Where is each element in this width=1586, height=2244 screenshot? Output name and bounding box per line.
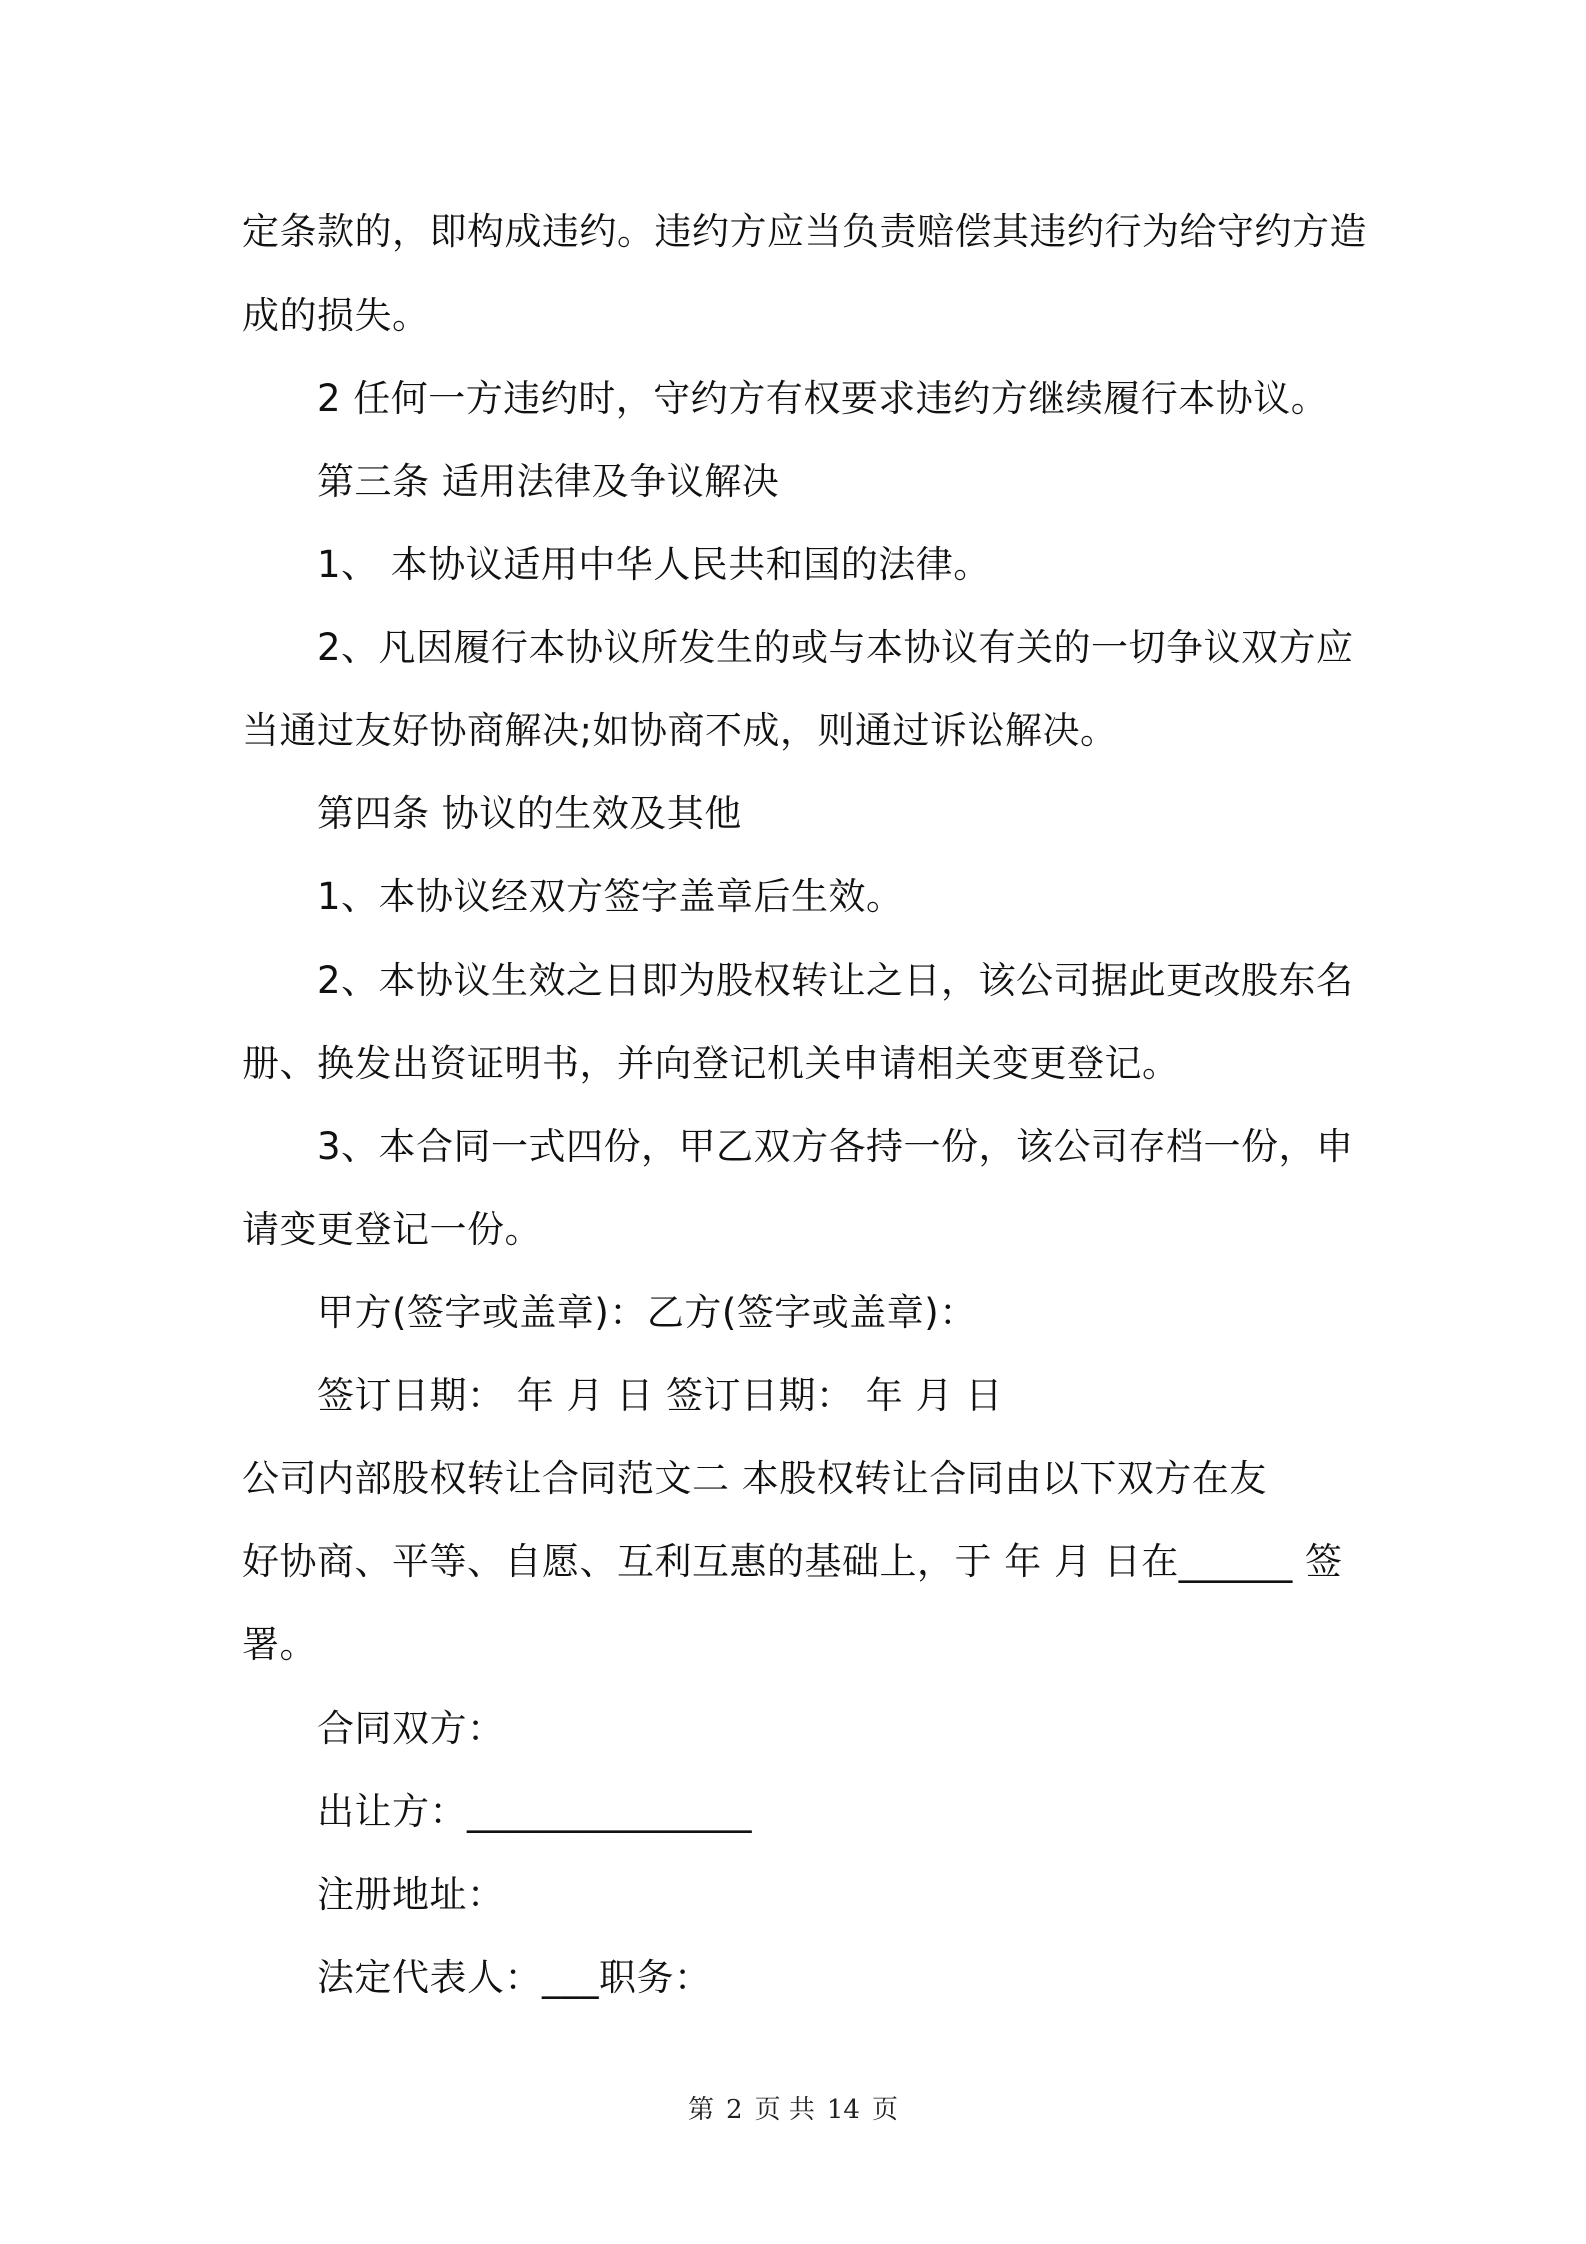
section-4-item-3-line-2: 请变更登记一份。: [242, 1208, 542, 1251]
section-3-heading: 第三条 适用法律及争议解决: [317, 460, 780, 503]
section-3-item-1: 1、 本协议适用中华人民共和国的法律。: [317, 543, 991, 586]
footer-prefix: 第: [688, 2095, 715, 2125]
contract-parties-label: 合同双方：: [317, 1707, 505, 1750]
section-3-item-2-line-1: 2、凡因履行本协议所发生的或与本协议有关的一切争议双方应: [317, 626, 1354, 669]
section-4-item-3-line-1: 3、本合同一式四份，甲乙双方各持一份，该公司存档一份，申: [317, 1125, 1354, 1168]
footer-suffix: 页: [871, 2095, 898, 2125]
clause-2-line: 2 任何一方违约时，守约方有权要求违约方继续履行本协议。: [317, 377, 1329, 420]
section-4-item-2-line-1: 2、本协议生效之日即为股权转让之日，该公司据此更改股东名: [317, 959, 1354, 1002]
section-3-item-2-line-2: 当通过友好协商解决;如协商不成，则通过诉讼解决。: [242, 709, 1118, 752]
section-4-item-2-line-2: 册、换发出资证明书，并向登记机关申请相关变更登记。: [242, 1042, 1180, 1085]
contract-two-intro-line-1: 公司内部股权转让合同范文二 本股权转让合同由以下双方在友: [242, 1457, 1267, 1500]
signature-parties-line: 甲方(签字或盖章)：乙方(签字或盖章)：: [317, 1291, 977, 1334]
section-4-heading: 第四条 协议的生效及其他: [317, 792, 742, 835]
footer-total-pages: 14: [826, 2095, 860, 2125]
footer-middle: 页 共: [754, 2095, 815, 2125]
page-footer: [0, 2092, 1586, 2128]
footer-current-page: 2: [726, 2095, 743, 2125]
section-4-item-1: 1、本协议经双方签字盖章后生效。: [317, 875, 904, 918]
transferor-field: 出让方：_______________: [317, 1790, 752, 1833]
registered-address-field: 注册地址：: [317, 1873, 505, 1916]
legal-representative-field: 法定代表人：___职务：: [317, 1956, 712, 1999]
contract-two-intro-line-3: 署。: [242, 1623, 317, 1666]
contract-two-intro-line-2: 好协商、平等、自愿、互利互惠的基础上，于 年 月 日在______ 签: [242, 1540, 1343, 1583]
paragraph-line-1: 定条款的，即构成违约。违约方应当负责赔偿其违约行为给守约方造: [242, 210, 1367, 253]
paragraph-line-2: 成的损失。: [242, 294, 430, 337]
signing-date-line: 签订日期： 年 月 日 签订日期： 年 月 日: [317, 1374, 1003, 1417]
